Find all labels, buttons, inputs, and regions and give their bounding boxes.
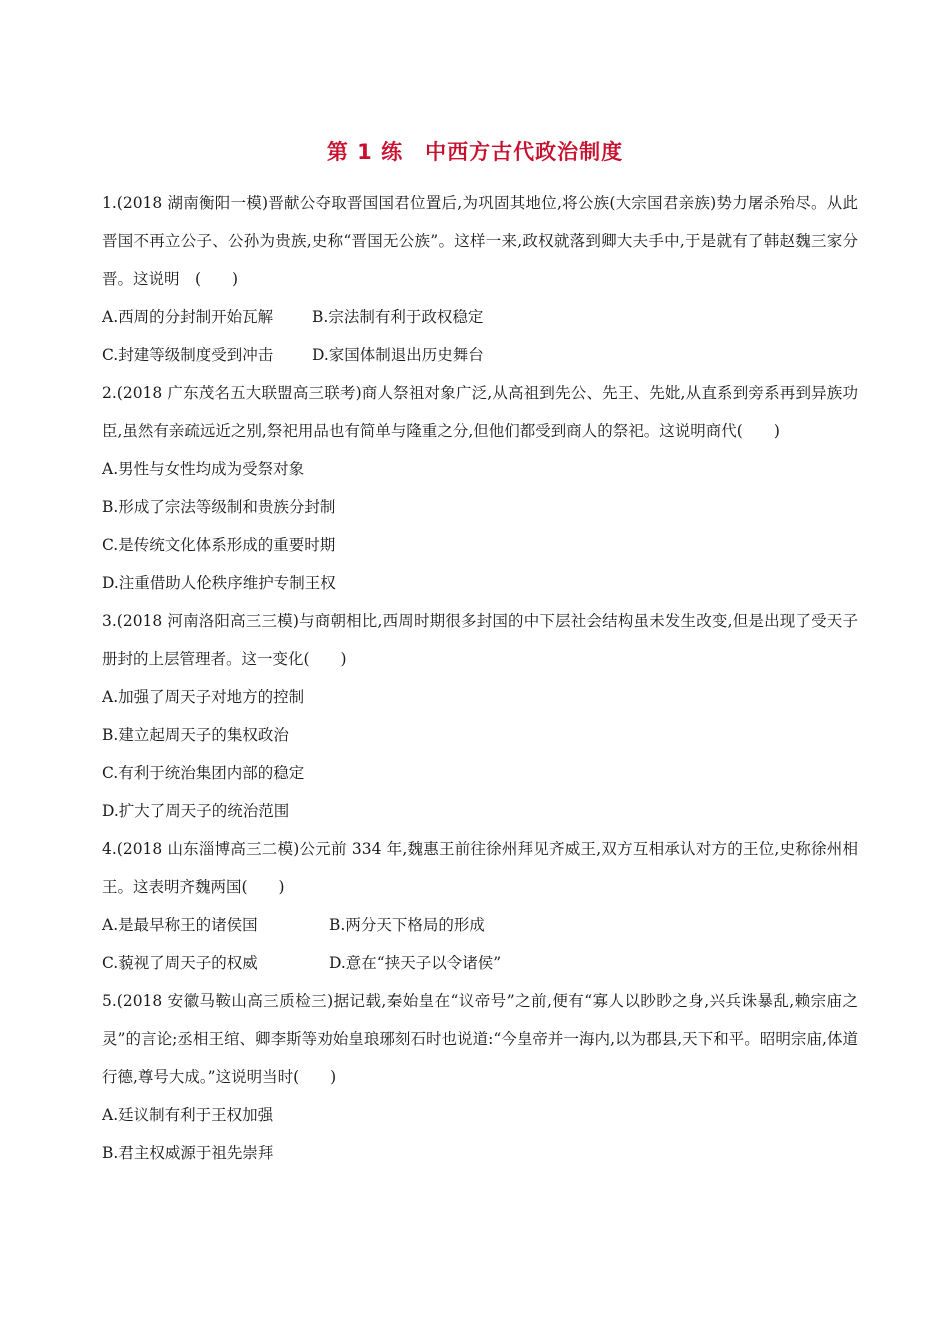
question-list bbox=[102, 184, 858, 1172]
page-title: 第 1 练 中西方古代政治制度 bbox=[326, 140, 624, 164]
option-c: C.封建等级制度受到冲击 bbox=[102, 346, 274, 364]
question-stem: 5.(2018 安徽马鞍山高三质检三)据记载,秦始皇在“议帝号”之前,便有“寡人以眇眇之身,兴兵诛暴乱,赖宗庙之灵”的言论;丞相王绾、卿李斯等劝始皇琅琊刻石时也说道:“今皇帝并一海内,以为郡县,天下和平。昭明宗庙,体道行德,尊号大成。”这说明当时( ) bbox=[102, 992, 858, 1086]
option-row bbox=[102, 944, 858, 982]
question-stem: 1.(2018 湖南衡阳一模)晋献公夺取晋国国君位置后,为巩固其地位,将公族(大宗国君亲族)势力屠杀殆尽。从此晋国不再立公子、公孙为贵族,史称“晋国无公族”。这样一来,政权就落到卿大夫手中,于是就有了韩赵魏三家分晋。这说明 ( ) bbox=[102, 194, 858, 288]
option-row bbox=[102, 906, 858, 944]
question-stem: 3.(2018 河南洛阳高三三模)与商朝相比,西周时期很多封国的中下层社会结构虽未发生改变,但是出现了受天子册封的上层管理者。这一变化( ) bbox=[102, 612, 858, 668]
option-a: A.男性与女性均成为受祭对象 bbox=[102, 460, 305, 478]
option-a: A.廷议制有利于王权加强 bbox=[102, 1106, 274, 1124]
option-a: A.加强了周天子对地方的控制 bbox=[102, 688, 305, 706]
option-d: D.扩大了周天子的统治范围 bbox=[102, 802, 290, 820]
option-a: A.西周的分封制开始瓦解 bbox=[102, 308, 274, 326]
option-row bbox=[102, 336, 858, 374]
option-row bbox=[102, 298, 858, 336]
question-stem: 2.(2018 广东茂名五大联盟高三联考)商人祭祖对象广泛,从高祖到先公、先王、先妣,从直系到旁系再到异族功臣,虽然有亲疏远近之别,祭祀用品也有简单与隆重之分,但他们都受到商人的祭祀。这说明商代( ) bbox=[102, 384, 858, 440]
option-a: A.是最早称王的诸侯国 bbox=[102, 916, 258, 934]
option-d: D.家国体制退出历史舞台 bbox=[312, 346, 484, 364]
option-b: B.建立起周天子的集权政治 bbox=[102, 726, 289, 744]
option-b: B.两分天下格局的形成 bbox=[329, 916, 485, 934]
option-d: D.注重借助人伦秩序维护专制王权 bbox=[102, 574, 336, 592]
option-b: B.君主权威源于祖先崇拜 bbox=[102, 1144, 274, 1162]
option-c: C.有利于统治集团内部的稳定 bbox=[102, 764, 305, 782]
option-d: D.意在“挟天子以令诸侯” bbox=[329, 954, 502, 972]
option-c: C.藐视了周天子的权威 bbox=[102, 954, 258, 972]
option-b: B.宗法制有利于政权稳定 bbox=[312, 308, 484, 326]
question-stem: 4.(2018 山东淄博高三二模)公元前 334 年,魏惠王前往徐州拜见齐威王,双方互相承认对方的王位,史称徐州相王。这表明齐魏两国( ) bbox=[102, 840, 858, 896]
option-b: B.形成了宗法等级制和贵族分封制 bbox=[102, 498, 336, 516]
option-c: C.是传统文化体系形成的重要时期 bbox=[102, 536, 336, 554]
